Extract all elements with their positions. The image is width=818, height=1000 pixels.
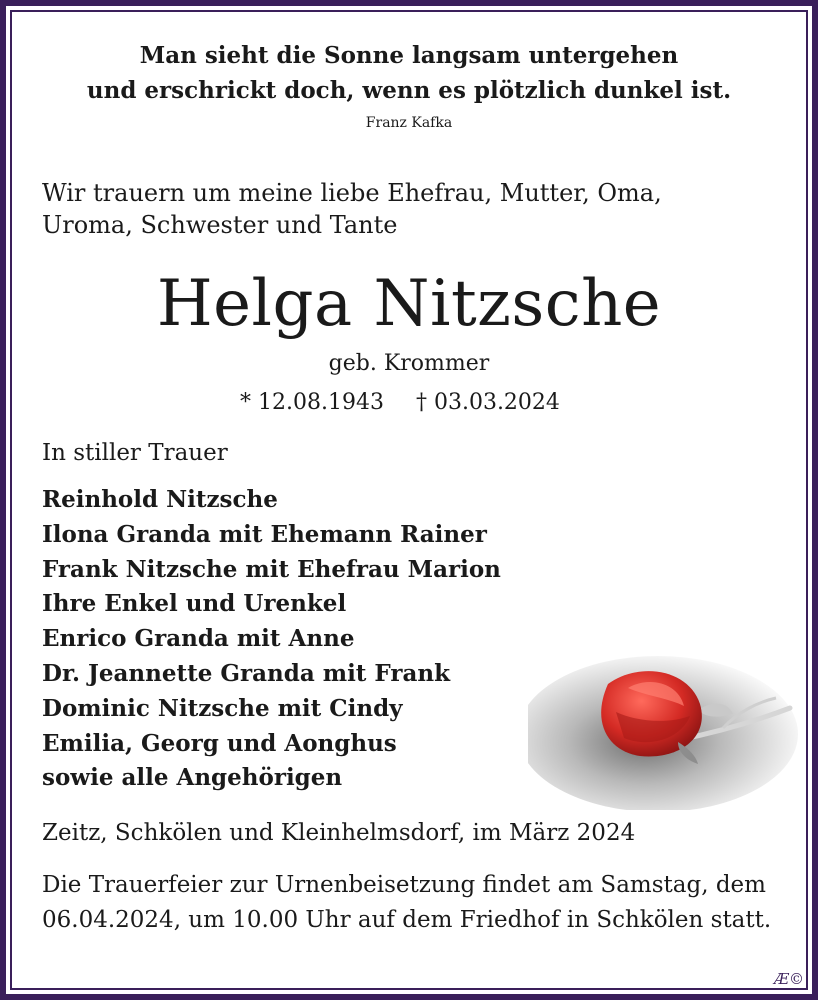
mourner: Ilona Granda mit Ehemann Rainer bbox=[42, 520, 487, 548]
publisher-mark: Æ© bbox=[773, 970, 804, 988]
quote-author: Franz Kafka bbox=[365, 115, 453, 131]
intro-line-1: Wir trauern um meine liebe Ehefrau, Mutter, Oma, bbox=[42, 179, 662, 207]
mourner: Enrico Granda mit Anne bbox=[42, 625, 355, 653]
mourners-list bbox=[42, 483, 501, 796]
deceased-name: Helga Nitzsche bbox=[156, 267, 662, 341]
funeral-notice: Die Trauerfeier zur Urnenbeisetzung findet am Samstag, dem 06.04.2024, um 10.00 Uhr auf dem Friedhof in Schkölen statt. bbox=[42, 872, 772, 933]
death-date: † 03.03.2024 bbox=[415, 390, 560, 415]
life-dates bbox=[240, 390, 592, 415]
quote-line-2: und erschrickt doch, wenn es plötzlich dunkel ist. bbox=[86, 77, 732, 104]
mourner: Emilia, Georg und Aonghus bbox=[42, 729, 397, 757]
birth-date: * 12.08.1943 bbox=[240, 390, 384, 415]
quote-line-1: Man sieht die Sonne langsam untergehen bbox=[139, 42, 679, 69]
mourner: Dominic Nitzsche mit Cindy bbox=[42, 694, 403, 722]
mourner: Frank Nitzsche mit Ehefrau Marion bbox=[42, 555, 501, 583]
place-date: Zeitz, Schkölen und Kleinhelmsdorf, im März 2024 bbox=[42, 820, 636, 846]
red-rose-icon bbox=[528, 652, 800, 810]
maiden-name: geb. Krommer bbox=[328, 351, 490, 376]
mourner: sowie alle Angehörigen bbox=[42, 764, 343, 792]
mourner: Reinhold Nitzsche bbox=[42, 486, 278, 513]
mourner: Dr. Jeannette Granda mit Frank bbox=[42, 659, 451, 687]
intro-line-2: Uroma, Schwester und Tante bbox=[42, 211, 398, 239]
mourning-label: In stiller Trauer bbox=[42, 440, 228, 466]
mourner: Ihre Enkel und Urenkel bbox=[42, 590, 347, 618]
